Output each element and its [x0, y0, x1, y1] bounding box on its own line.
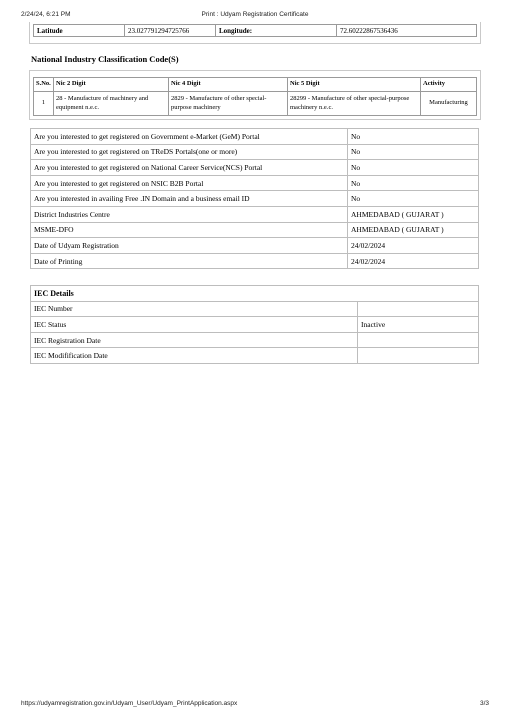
- info-label: MSME-DFO: [31, 222, 348, 238]
- table-row: [31, 238, 479, 254]
- nic-header-sno: S.No.: [34, 78, 54, 92]
- info-label: Are you interested to get registered on TReDS Portals(one or more): [31, 144, 348, 160]
- info-value: 24/02/2024: [348, 253, 479, 269]
- iec-value: [358, 348, 479, 364]
- iec-value: [358, 301, 479, 317]
- table-row: [31, 348, 479, 364]
- info-label: Date of Udyam Registration: [31, 238, 348, 254]
- print-datetime: 2/24/24, 6:21 PM: [21, 11, 71, 18]
- info-label: Are you interested to get registered on NSIC B2B Portal: [31, 175, 348, 191]
- location-table: [33, 24, 477, 37]
- info-value: AHMEDABAD ( GUJARAT ): [348, 206, 479, 222]
- info-value: No: [348, 191, 479, 207]
- page-url: https://udyamregistration.gov.in/Udyam_User/Udyam_PrintApplication.aspx: [21, 700, 238, 707]
- longitude-label: Longitude:: [216, 25, 337, 37]
- info-value: No: [348, 144, 479, 160]
- iec-label: IEC Status: [31, 317, 358, 333]
- info-value: AHMEDABAD ( GUJARAT ): [348, 222, 479, 238]
- table-row: [31, 253, 479, 269]
- nic-header-2digit: Nic 2 Digit: [54, 78, 169, 92]
- iec-title-row: [31, 286, 479, 302]
- iec-label: IEC Number: [31, 301, 358, 317]
- nic-activity: Manufacturing: [421, 92, 477, 116]
- nic-4digit: 2829 - Manufacture of other special-purpose machinery: [169, 92, 288, 116]
- table-row: [31, 206, 479, 222]
- table-row: [31, 317, 479, 333]
- iec-label: IEC Registration Date: [31, 332, 358, 348]
- iec-value: Inactive: [358, 317, 479, 333]
- table-row: [31, 191, 479, 207]
- nic-header-5digit: Nic 5 Digit: [288, 78, 421, 92]
- table-row: [31, 160, 479, 176]
- info-label: Are you interested to get registered on National Career Service(NCS) Portal: [31, 160, 348, 176]
- info-label: Date of Printing: [31, 253, 348, 269]
- nic-table: [33, 77, 477, 116]
- nic-sno: 1: [34, 92, 54, 116]
- nic-2digit: 28 - Manufacture of machinery and equipment n.e.c.: [54, 92, 169, 116]
- latitude-value: 23.027791294725766: [125, 25, 216, 37]
- registration-info-table: [30, 128, 479, 269]
- nic-header-row: [34, 78, 477, 92]
- print-title: Print : Udyam Registration Certificate: [201, 11, 309, 18]
- table-row: [31, 144, 479, 160]
- page-number: 3/3: [479, 700, 489, 707]
- nic-header-4digit: Nic 4 Digit: [169, 78, 288, 92]
- iec-label: IEC Modifification Date: [31, 348, 358, 364]
- table-row: [31, 129, 479, 145]
- info-value: 24/02/2024: [348, 238, 479, 254]
- info-value: No: [348, 175, 479, 191]
- iec-details-table: [30, 285, 479, 364]
- location-row: [34, 25, 477, 37]
- info-label: Are you interested to get registered on Government e-Market (GeM) Portal: [31, 129, 348, 145]
- iec-section-title: IEC Details: [31, 286, 479, 302]
- info-value: No: [348, 129, 479, 145]
- nic-section-title: National Industry Classification Code(S): [31, 54, 179, 64]
- info-label: District Industries Centre: [31, 206, 348, 222]
- nic-5digit: 28299 - Manufacture of other special-purpose machinery n.e.c.: [288, 92, 421, 116]
- latitude-label: Latitude: [34, 25, 125, 37]
- table-row: [34, 92, 477, 116]
- iec-value: [358, 332, 479, 348]
- nic-header-activity: Activity: [421, 78, 477, 92]
- table-row: [31, 301, 479, 317]
- info-value: No: [348, 160, 479, 176]
- table-row: [31, 222, 479, 238]
- longitude-value: 72.60222867536436: [337, 25, 477, 37]
- table-row: [31, 332, 479, 348]
- info-label: Are you interested in availing Free .IN Domain and a business email ID: [31, 191, 348, 207]
- table-row: [31, 175, 479, 191]
